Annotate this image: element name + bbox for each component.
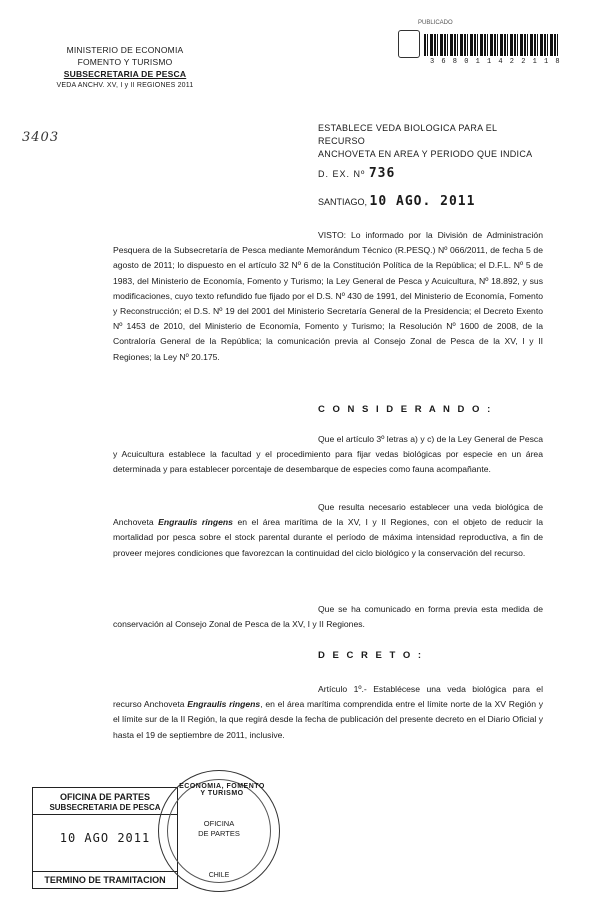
visto-label: VISTO: [318, 230, 347, 240]
subject-line-1: ESTABLECE VEDA BIOLOGICA PARA EL RECURSO [318, 123, 497, 146]
decree-number-value: 736 [368, 166, 396, 181]
visto-paragraph [113, 228, 543, 365]
decreto-heading: D E C R E T O : [318, 650, 424, 661]
species-name: Engraulis ringens [158, 517, 233, 528]
seal-center-line-1: OFICINA [203, 819, 235, 828]
seal-ring-text: ECONOMIA, FOMENTO Y TURISMO [179, 783, 265, 797]
considerando-paragraph-3 [113, 602, 543, 632]
article-1-label: Artículo 1º.- [318, 684, 367, 694]
seal-center-line-2: DE PARTES [198, 829, 240, 838]
stamp-date: 10 AGO 2011 [59, 831, 151, 845]
considerando-heading: C O N S I D E R A N D O : [318, 404, 493, 415]
considerando-paragraph-2 [113, 500, 543, 561]
header-line-fomento: FOMENTO Y TURISMO [77, 57, 173, 67]
seal-center-text [189, 819, 249, 839]
place-label: SANTIAGO, [318, 197, 368, 207]
barcode-top-label: PUBLICADO [418, 20, 453, 26]
stamp-footer: TERMINO DE TRAMITACION [33, 871, 177, 888]
visto-text: Lo informado por la División de Administración Pesquera de la Subsecretaría de Pesca mediante Memorándum Técnico (R.PESQ.) Nº 066/2011, de fecha 5 de agosto de 2011; lo dispuesto en el artículo 32 Nº 6 de la Constitución Política de la República; el D.F.L. Nº 5 de 1983, del Ministerio de Economía, Fomento y Turismo; la Ley General de Pesca y Acuicultura, Nº 18.892, y sus modificaciones, cuyo texto refundido fue fijado por el D.S. Nº 430 de 1991, del Ministerio de Economía, Fomento y Reconstrucción; el D.S. Nº 19 del 2001 del Ministerio Secretaría General de la Presidencia; el Decreto Exento Nº 1453 de 2010, del Ministerio de Economía, Fomento y Turismo; la Resolución Nº 1600 de 2008, de la Contraloría General de la República; la comunicación previa al Consejo Zonal de Pesca de la XV, I y II Regiones; la Ley Nº 20.175. [113, 230, 543, 362]
header-line-subsecretaria: SUBSECRETARIA DE PESCA [63, 69, 187, 79]
seal-icon [398, 30, 420, 58]
oficina-partes-stamp [32, 787, 178, 889]
considerando-text-3: Que se ha comunicado en forma previa esta medida de conservación al Consejo Zonal de Pesca de la XV, I y II Regiones. [113, 604, 543, 630]
article-1-text-a: Establécese una veda biológica para el recurso Anchoveta [113, 684, 543, 710]
barcode-icon [424, 34, 558, 56]
seal-foot-text: CHILE [208, 872, 230, 879]
decree-number [318, 166, 395, 181]
place-date [318, 194, 475, 209]
article-1-paragraph [113, 682, 543, 743]
ministry-header [40, 44, 210, 92]
decree-subject [318, 122, 538, 161]
barcode-number: 3 6 8 0 1 1 4 2 2 1 1 8 [430, 58, 562, 66]
considerando-text-1: Que el artículo 3º letras a) y c) de la Ley General de Pesca y Acuicultura establece la facultad y el procedimiento para fijar vedas biológicas por especie en un área determinada y para establecer porcentaje de desembarque de especies como fauna acompañante. [113, 434, 543, 475]
handwritten-number: 3403 [22, 130, 60, 145]
header-line-reference: VEDA ANCHV. XV, I y II REGIONES 2011 [56, 82, 194, 89]
considerando-text-2b: en el área marítima de la XV, I y II Regiones, con el objeto de reducir la mortalidad por pesca sobre el stock parental durante el período de máxima intensidad reproductiva, a fin de proveer mejores condiciones que favorezcan la continuidad del ciclo biológico y la conservación del recurso. [113, 517, 543, 558]
considerando-paragraph-1 [113, 432, 543, 478]
article-1-text-b: , en el área marítima comprendida entre el límite norte de la XV Región y el límite sur de la II Región, la que regirá desde la fecha de publicación del presente decreto en el Diario Oficial y hasta el 19 de septiembre de 2011, inclusive. [113, 699, 543, 740]
stamp-title: OFICINA DE PARTES [59, 792, 150, 802]
considerando-text-2a: Que resulta necesario establecer una veda biológica de Anchoveta [113, 502, 543, 528]
decree-date: 10 AGO. 2011 [369, 194, 476, 209]
header-line-ministry: MINISTERIO DE ECONOMIA [66, 45, 184, 55]
round-seal-stamp [158, 770, 280, 892]
subject-line-2: ANCHOVETA EN AREA Y PERIODO QUE INDICA [318, 149, 533, 159]
decree-number-label: D. EX. Nº [318, 169, 366, 179]
stamp-subtitle: SUBSECRETARIA DE PESCA [33, 803, 177, 815]
article-species-name: Engraulis ringens [187, 699, 261, 710]
